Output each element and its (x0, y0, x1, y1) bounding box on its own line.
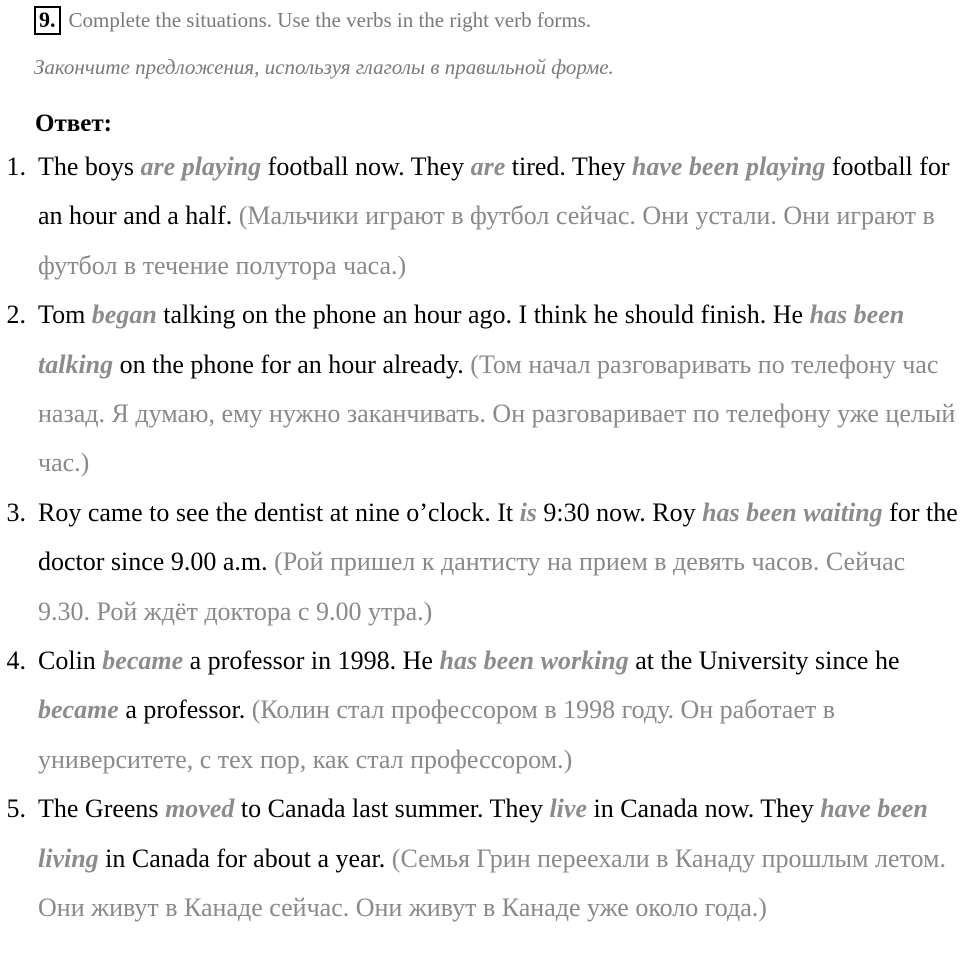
sentence-text: football now. They (261, 152, 471, 181)
instruction-russian: Закончите предложения, используя глаголы в правильной форме. (34, 55, 614, 79)
answer-item (0, 142, 960, 290)
answer-number: 2. (6, 300, 26, 330)
verb-answer: are (470, 152, 506, 181)
verb-answer: have been playing (631, 152, 826, 181)
russian-translation: (Том начал разговаривать по телефону час назад. Я думаю, ему нужно заканчивать. Он разговаривает по телефону уже целый час.) (38, 349, 956, 478)
answer-number: 4. (6, 646, 26, 676)
sentence-text: in Canada now. They (586, 794, 821, 824)
verb-answer: moved (165, 794, 235, 824)
instruction-english: Complete the situations. Use the verbs in the right verb forms. (68, 8, 592, 32)
exercise-number: 9. (34, 6, 61, 35)
verb-answer: became (38, 695, 119, 725)
verb-answer: live (549, 794, 587, 824)
answer-item (0, 636, 960, 784)
verb-answer: has been talking (38, 300, 905, 379)
answer-item (0, 784, 960, 932)
sentence-text: 9:30 now. Roy (536, 497, 703, 527)
sentence-text: at the University since he (628, 646, 900, 676)
sentence-text: The Greens (38, 794, 166, 824)
answer-number: 3. (6, 497, 26, 527)
verb-answer: are playing (140, 152, 262, 181)
verb-answer: began (91, 300, 157, 330)
answer-item (0, 290, 960, 488)
sentence-text: The boys (38, 152, 141, 181)
sentence-text: to Canada last summer. They (234, 794, 550, 824)
sentence-text: Tom (38, 300, 92, 330)
russian-translation: (Рой пришел к дантисту на прием в девять часов. Сейчас 9.30. Рой ждёт доктора с 9.00 утра.) (38, 547, 906, 626)
russian-translation: (Колин стал профессором в 1998 году. Он работает в университете, с тех пор, как стал профессором.) (38, 695, 836, 774)
russian-translation: (Семья Грин переехали в Канаду прошлым летом. Они живут в Канаде сейчас. Они живут в Канаде уже около года.) (38, 843, 946, 923)
sentence-text: Colin (38, 646, 103, 676)
sentence-text: tired. They (505, 152, 632, 181)
verb-answer: has been waiting (702, 497, 883, 527)
sentence-text: in Canada for about a year. (98, 843, 386, 873)
sentence-text: Roy came to see the dentist at nine o’clock. It (38, 497, 520, 527)
verb-answer: has been working (439, 646, 629, 676)
verb-answer: became (102, 646, 184, 676)
answer-item (0, 488, 960, 636)
answer-number: 5. (6, 794, 26, 824)
sentence-text: on the phone for an hour already. (113, 349, 464, 379)
answer-number: 1. (6, 152, 26, 181)
russian-translation: (Мальчики играют в футбол сейчас. Они устали. Они играют в футбол в течение полутора часа.) (38, 201, 935, 280)
verb-answer: have been living (38, 794, 928, 873)
sentence-text: a professor in 1998. He (183, 646, 440, 676)
sentence-text: for the doctor since 9.00 a.m. (38, 497, 958, 577)
exercise-header (34, 6, 591, 35)
sentence-text: football for an hour and a half. (38, 152, 950, 231)
verb-answer: is (519, 497, 537, 527)
sentence-text: a professor. (118, 695, 246, 725)
answer-list (0, 142, 960, 933)
sentence-text: talking on the phone an hour ago. I think he should finish. He (156, 300, 810, 330)
answer-label: Ответ: (35, 110, 112, 137)
